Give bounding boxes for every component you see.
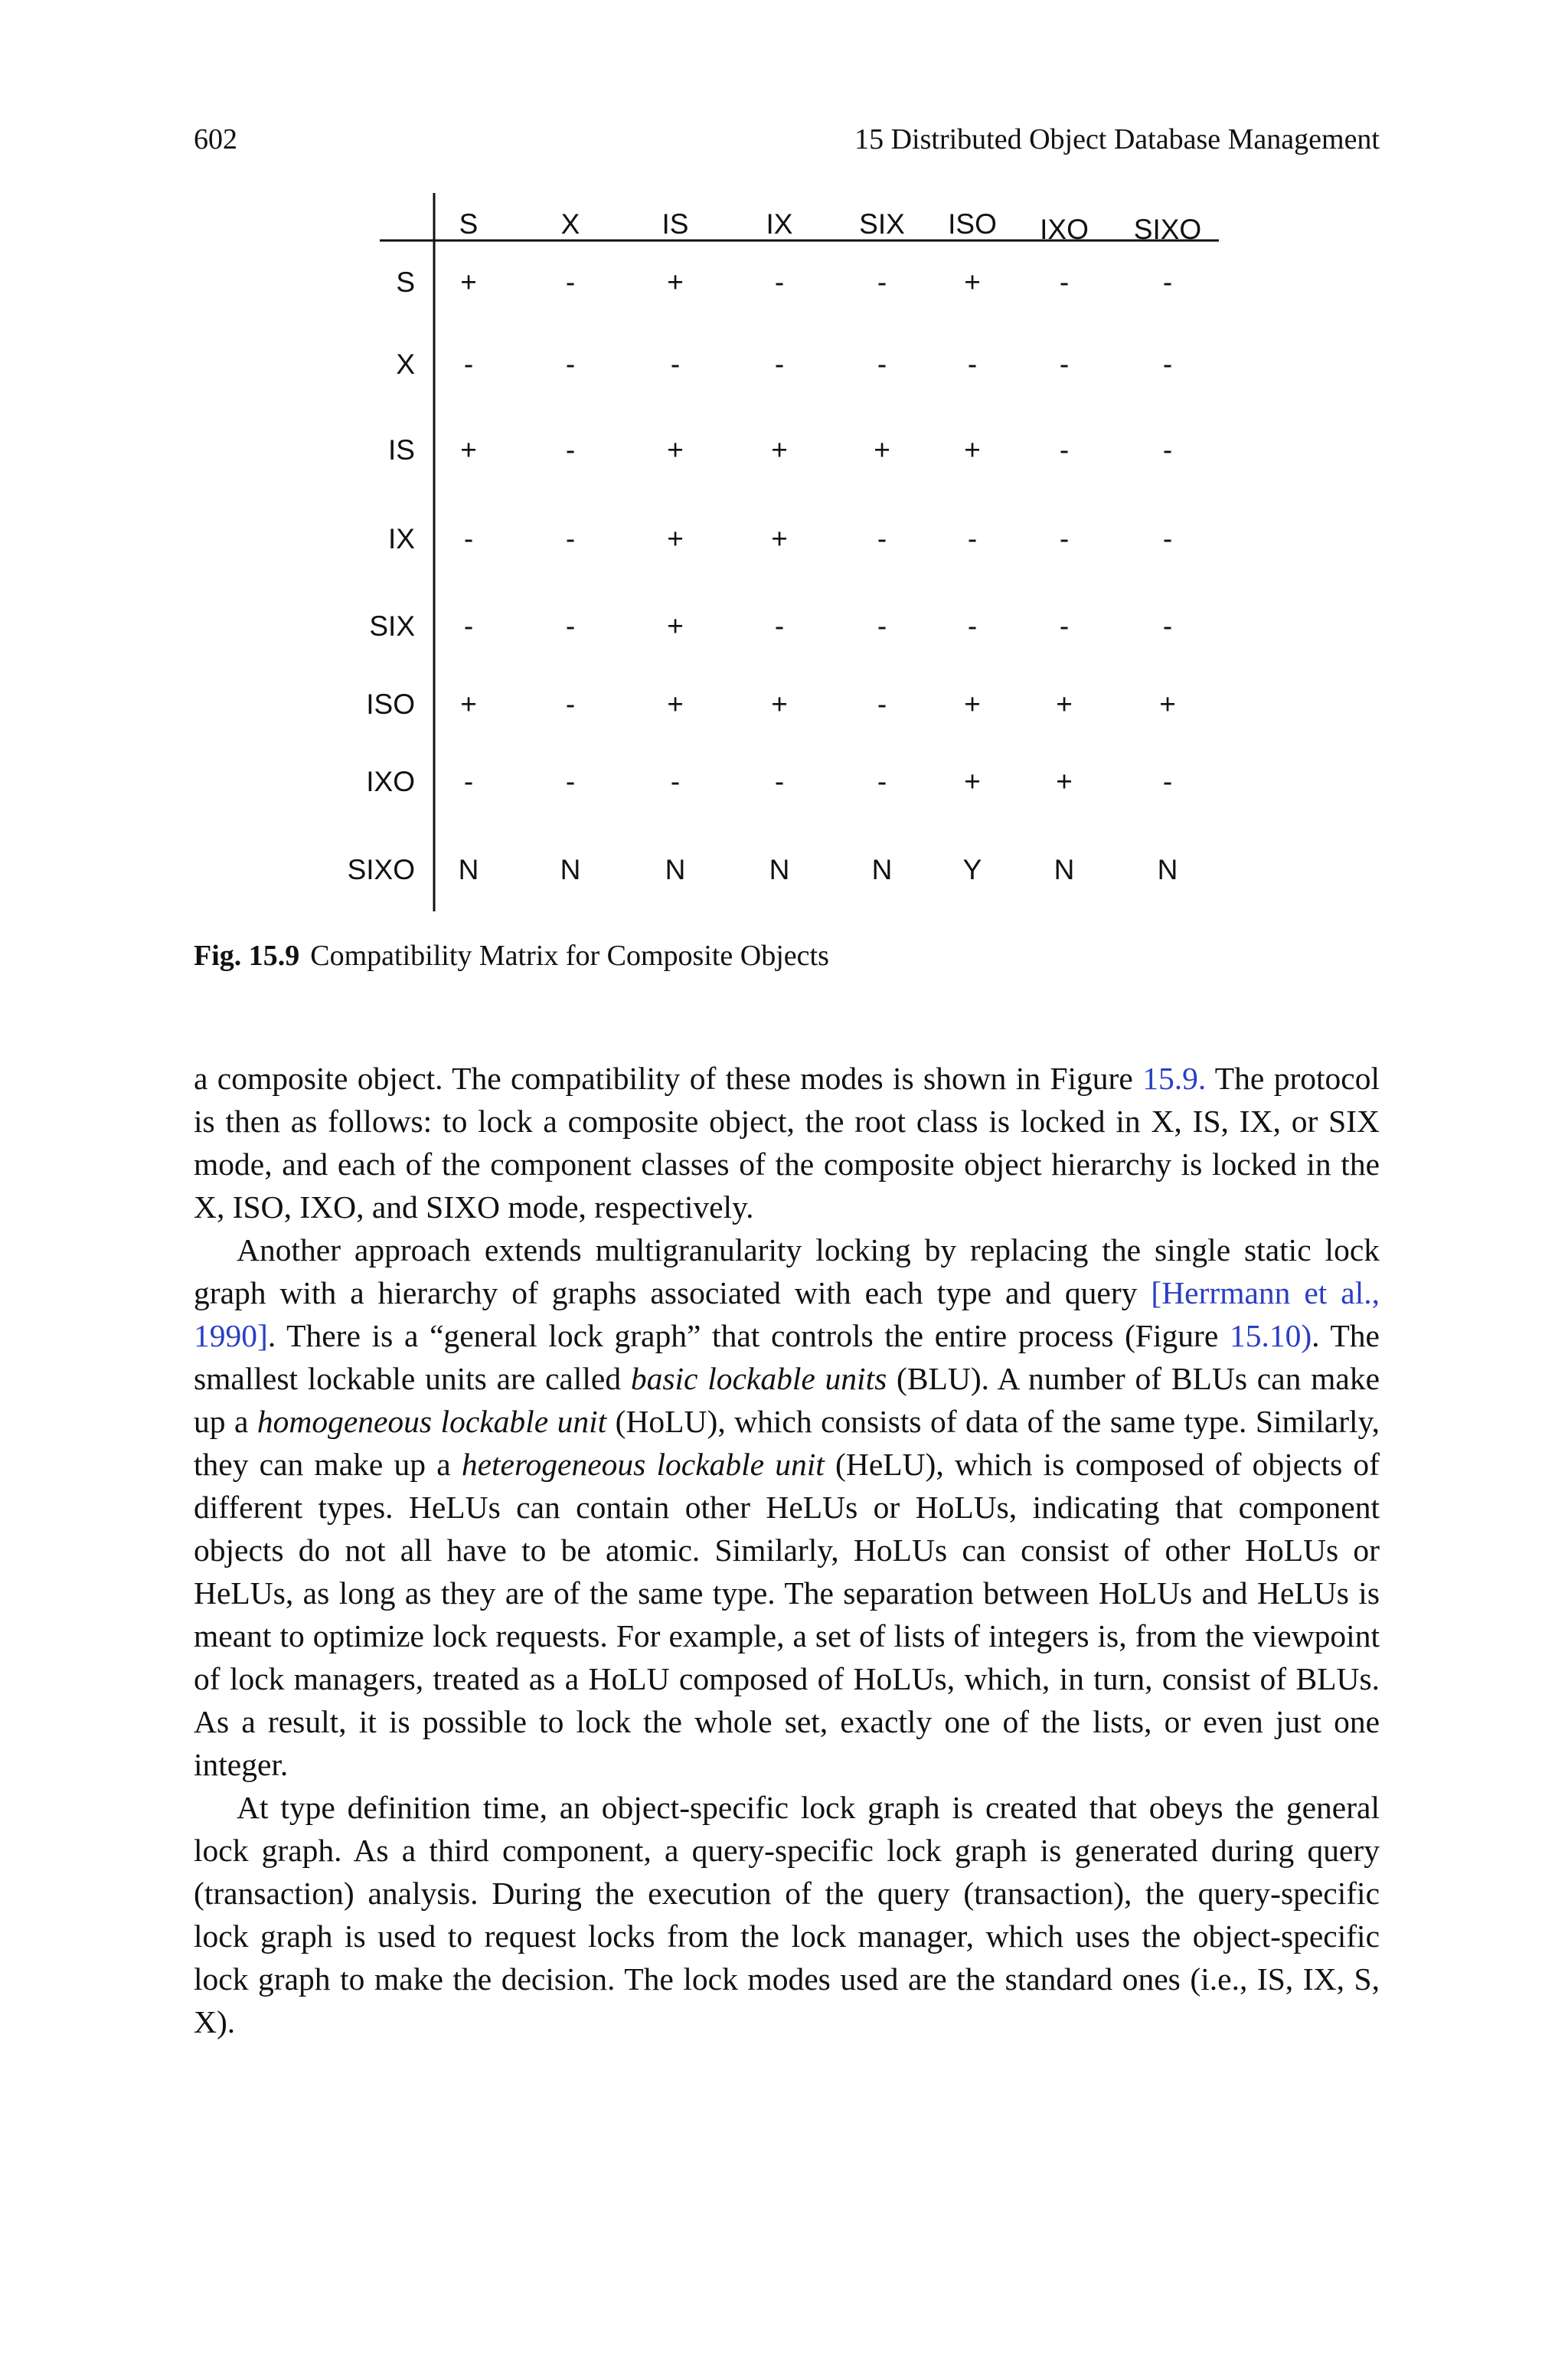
matrix-cell: + xyxy=(667,434,684,466)
matrix-cell: - xyxy=(1162,610,1173,642)
matrix-cell: - xyxy=(1162,434,1173,466)
matrix-cell: - xyxy=(1059,267,1070,298)
matrix-cell: + xyxy=(874,434,890,466)
matrix-cell: N xyxy=(560,854,581,885)
matrix-cell: - xyxy=(774,766,785,797)
matrix-cell: - xyxy=(463,610,474,642)
matrix-cell: - xyxy=(877,689,887,720)
matrix-row-header: SIX xyxy=(369,610,415,642)
matrix-cell: - xyxy=(565,267,576,298)
matrix-cell: + xyxy=(460,267,477,298)
paragraph-text: The protocol is then as follows: to lock a composite object, the root class is locked in X, IS, IX, or SIX mode, and each of the component classes of the composite object hierarchy is locked in the X, ISO, IXO, and SIXO mode, respectively. xyxy=(194,1061,1380,1225)
matrix-row-header: IS xyxy=(388,434,415,466)
matrix-cell: + xyxy=(771,689,788,720)
term-emphasis: homogeneous lockable unit xyxy=(256,1404,607,1439)
matrix-cell: - xyxy=(877,523,887,554)
figure-caption-text: Compatibility Matrix for Composite Objects xyxy=(310,940,829,972)
matrix-cell: N xyxy=(1054,854,1075,885)
matrix-column-header: SIXO xyxy=(1133,214,1202,245)
paragraph-text: Another approach extends multigranularity locking by replacing the single static lock graph with a hierarchy of graphs associated with each type and query xyxy=(194,1232,1380,1310)
figure-reference-link[interactable]: 15.9. xyxy=(1142,1061,1207,1096)
matrix-cells xyxy=(459,267,1178,885)
chapter-title: 15 Distributed Object Database Management xyxy=(854,123,1380,155)
paragraph-1 xyxy=(194,1057,1380,1228)
paragraph-text: (HoLU), which consists of data of the same type. Similarly, they can make up a xyxy=(194,1404,1380,1482)
matrix-cell: - xyxy=(774,348,785,380)
paragraph-text: . There is a “general lock graph” that controls the entire process (Figure xyxy=(267,1318,1230,1353)
matrix-cell: - xyxy=(565,689,576,720)
citation-link[interactable]: [Herrmann et al., 1990] xyxy=(194,1275,1380,1353)
matrix-cell: - xyxy=(565,348,576,380)
figure-caption-label: Fig. 15.9 xyxy=(194,940,300,972)
matrix-cell: N xyxy=(1157,854,1178,885)
matrix-cell: + xyxy=(667,267,684,298)
matrix-cell: + xyxy=(964,267,981,298)
matrix-cell: N xyxy=(769,854,790,885)
matrix-column-header: S xyxy=(459,208,479,240)
matrix-cell: + xyxy=(1056,689,1073,720)
matrix-cell: - xyxy=(1162,766,1173,797)
matrix-cell: - xyxy=(1059,610,1070,642)
matrix-cell: - xyxy=(1162,348,1173,380)
matrix-cell: + xyxy=(964,766,981,797)
matrix-cell: - xyxy=(967,348,978,380)
matrix-row-header: SIXO xyxy=(347,854,415,885)
paragraph-2 xyxy=(194,1228,1380,1786)
paragraph-text: . The smallest lockable units are called xyxy=(194,1318,1380,1396)
matrix-cell: + xyxy=(1159,689,1176,720)
matrix-row-header: ISO xyxy=(366,689,415,720)
paragraph-text: a composite object. The compatibility of these modes is shown in Figure xyxy=(194,1061,1143,1096)
matrix-column-header: IXO xyxy=(1040,214,1089,245)
matrix-cell: + xyxy=(964,434,981,466)
term-emphasis: heterogeneous lockable unit xyxy=(461,1447,825,1482)
matrix-cell: - xyxy=(877,267,887,298)
matrix-cell: Y xyxy=(962,854,982,885)
matrix-cell: + xyxy=(667,689,684,720)
matrix-cell: N xyxy=(871,854,893,885)
matrix-row-headers xyxy=(348,267,415,885)
matrix-cell: - xyxy=(670,348,681,380)
matrix-column-header: IX xyxy=(766,208,793,240)
matrix-cell: - xyxy=(1162,267,1173,298)
matrix-cell: - xyxy=(1162,523,1173,554)
compatibility-matrix-figure xyxy=(0,0,1568,919)
page-number: 602 xyxy=(194,123,237,155)
matrix-cell: N xyxy=(458,854,479,885)
matrix-column-header: SIX xyxy=(859,208,905,240)
matrix-column-header: IS xyxy=(662,208,689,240)
matrix-cell: - xyxy=(463,523,474,554)
matrix-row-header: IX xyxy=(388,523,415,554)
matrix-cell: + xyxy=(771,434,788,466)
body-text xyxy=(194,1057,1380,2043)
matrix-cell: - xyxy=(463,348,474,380)
matrix-cell: + xyxy=(460,689,477,720)
matrix-cell: - xyxy=(565,610,576,642)
matrix-row-header: S xyxy=(396,267,415,298)
figure-caption xyxy=(194,939,829,973)
paragraph-3 xyxy=(194,1786,1380,2043)
matrix-cell: - xyxy=(1059,434,1070,466)
matrix-cell: + xyxy=(667,610,684,642)
matrix-cell: - xyxy=(565,766,576,797)
matrix-row-header: IXO xyxy=(366,766,415,797)
matrix-cell: + xyxy=(771,523,788,554)
matrix-column-header: X xyxy=(560,208,580,240)
matrix-cell: + xyxy=(1056,766,1073,797)
matrix-cell: - xyxy=(1059,523,1070,554)
matrix-cell: - xyxy=(565,523,576,554)
paragraph-text: At type definition time, an object-specific lock graph is created that obeys the general lock graph. As a third component, a query-specific lock graph is generated during query (transaction) analysis. During the execution of the query (transaction), the query-specific lock graph is used to request locks from the lock manager, which uses the object-specific lock graph to make the decision. The lock modes used are the standard ones (i.e., IS, IX, S, X). xyxy=(194,1790,1380,2039)
matrix-cell: - xyxy=(967,523,978,554)
paragraph-text: (BLU). A number of BLUs can make up a xyxy=(194,1361,1380,1439)
matrix-cell: N xyxy=(665,854,686,885)
matrix-cell: + xyxy=(460,434,477,466)
matrix-column-header: ISO xyxy=(948,208,997,240)
matrix-cell: + xyxy=(667,523,684,554)
matrix-cell: - xyxy=(1059,348,1070,380)
matrix-cell: - xyxy=(565,434,576,466)
matrix-cell: - xyxy=(967,610,978,642)
figure-reference-link[interactable]: 15.10) xyxy=(1229,1318,1312,1353)
matrix-cell: - xyxy=(670,766,681,797)
matrix-cell: + xyxy=(964,689,981,720)
matrix-cell: - xyxy=(463,766,474,797)
term-emphasis: basic lockable units xyxy=(630,1361,887,1396)
matrix-cell: - xyxy=(774,267,785,298)
paragraph-text: (HeLU), which is composed of objects of different types. HeLUs can contain other HeLUs or HoLUs, indicating that component objects do not all have to be atomic. Similarly, HoLUs can consist of other HoLUs or HeLUs, as long as they are of the same type. The separation between HoLUs and HeLUs is meant to optimize lock requests. For example, a set of lists of integers is, from the viewpoint of lock managers, treated as a HoLU composed of HoLUs, which, in turn, consist of BLUs. As a result, it is possible to lock the whole set, exactly one of the lists, or even just one integer. xyxy=(194,1447,1380,1782)
matrix-cell: - xyxy=(877,348,887,380)
matrix-cell: - xyxy=(774,610,785,642)
matrix-cell: - xyxy=(877,766,887,797)
matrix-cell: - xyxy=(877,610,887,642)
matrix-row-header: X xyxy=(396,348,415,380)
